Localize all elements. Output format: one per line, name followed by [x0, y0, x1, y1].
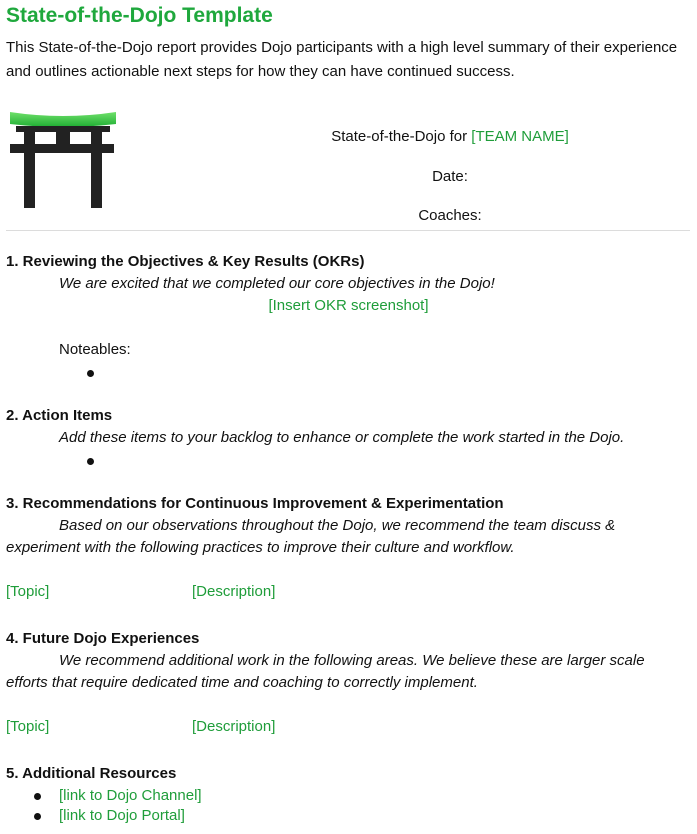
date-label: Date:	[432, 168, 468, 185]
section-resources-title: 5. Additional Resources	[6, 765, 177, 782]
date-line	[200, 168, 697, 185]
action-items-bullet	[87, 458, 94, 465]
section-okr-subtitle: We are excited that we completed our core objectives in the Dojo!	[59, 275, 495, 292]
resource-bullet	[34, 793, 41, 800]
noteables-label: Noteables:	[59, 341, 131, 358]
section-action-items-title: 2. Action Items	[6, 407, 113, 424]
noteables-bullet	[87, 370, 94, 377]
section-future-body: We recommend additional work in the following areas. We believe these are larger scale efforts that require dedicated time and coaching to correctly implement.	[6, 652, 645, 691]
team-name-placeholder[interactable]: [TEAM NAME]	[471, 128, 569, 145]
resource-bullet	[34, 813, 41, 820]
coaches-line	[200, 207, 697, 224]
section-okr-title: 1. Reviewing the Objectives & Key Results (OKRs)	[6, 253, 365, 270]
section-future-title: 4. Future Dojo Experiences	[6, 630, 200, 647]
coaches-label: Coaches:	[418, 207, 482, 224]
section-recommendations-body: Based on our observations throughout the Dojo, we recommend the team discuss & experiment with the following practices to improve their culture and workflow.	[6, 517, 616, 556]
page-title: State-of-the-Dojo Template	[6, 4, 273, 27]
section-action-items-subtitle: Add these items to your backlog to enhance or complete the work started in the Dojo.	[59, 429, 625, 446]
recommendations-description[interactable]: [Description]	[192, 583, 276, 600]
future-topic[interactable]: [Topic]	[6, 718, 50, 735]
recommendations-topic[interactable]: [Topic]	[6, 583, 50, 600]
team-line	[200, 128, 697, 145]
team-label: State-of-the-Dojo for	[331, 128, 468, 145]
link-dojo-channel[interactable]: [link to Dojo Channel]	[59, 787, 202, 804]
link-dojo-portal[interactable]: [link to Dojo Portal]	[59, 807, 185, 824]
section-recommendations-title: 3. Recommendations for Continuous Improvement & Experimentation	[6, 495, 504, 512]
okr-screenshot-placeholder[interactable]: [Insert OKR screenshot]	[268, 297, 429, 314]
future-description[interactable]: [Description]	[192, 718, 276, 735]
torii-gate-icon	[8, 110, 118, 210]
header-divider	[6, 230, 690, 231]
intro-paragraph: This State-of-the-Dojo report provides Dojo participants with a high level summary of their experience and outlines actionable next steps for how they can have continued success.	[6, 39, 678, 80]
